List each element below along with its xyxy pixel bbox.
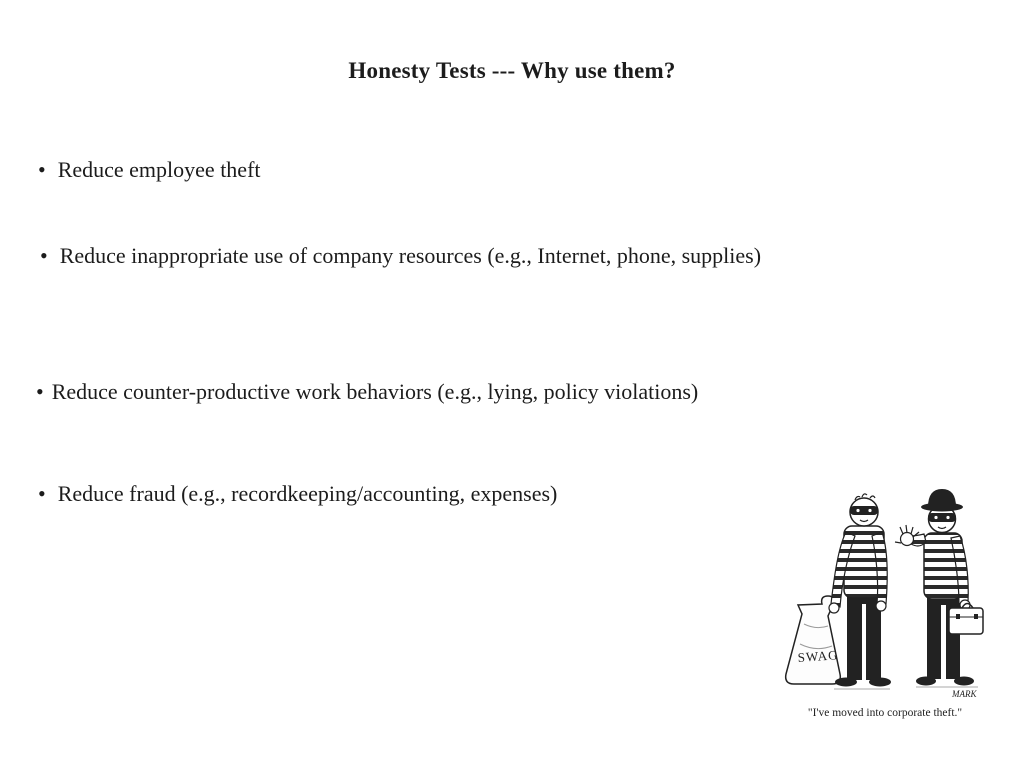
briefcase (949, 604, 983, 635)
swag-bag-label: SWAG (797, 647, 839, 665)
bullet-marker: • (36, 379, 44, 404)
bullet-item-fraud (38, 477, 557, 510)
bullet-marker: • (40, 243, 48, 268)
waving-hand (901, 533, 914, 546)
cartoon-caption: "I've moved into corporate theft." (807, 707, 963, 719)
bullet-item-resources (40, 239, 878, 272)
burglar-mask (928, 513, 956, 522)
bullet-text: Reduce fraud (e.g., recordkeeping/accounting, expenses) (57, 481, 558, 506)
cartoon-signature: MARK (952, 689, 977, 699)
bullet-text: Reduce employee theft (57, 157, 261, 182)
cartoon-illustration (776, 486, 994, 704)
burglar-mask (850, 506, 878, 515)
bullet-marker: • (38, 481, 46, 506)
bullet-item-counterproductive (36, 375, 698, 408)
cartoon-burglars (776, 486, 994, 704)
left-foot (835, 678, 857, 687)
slide-title: Honesty Tests --- Why use them? (348, 58, 676, 83)
right-foot (954, 677, 974, 686)
bullet-marker: • (38, 157, 46, 182)
bullet-item-theft (38, 153, 261, 186)
hand (829, 603, 839, 613)
bullet-text: Reduce counter-productive work behaviors (e.g., lying, policy violations) (51, 379, 699, 404)
left-foot (916, 677, 936, 686)
right-foot (869, 678, 891, 687)
bullet-text: Reduce inappropriate use of company resources (e.g., Internet, phone, supplies) (59, 243, 762, 268)
hand (876, 601, 886, 611)
burglar-right (895, 489, 983, 699)
